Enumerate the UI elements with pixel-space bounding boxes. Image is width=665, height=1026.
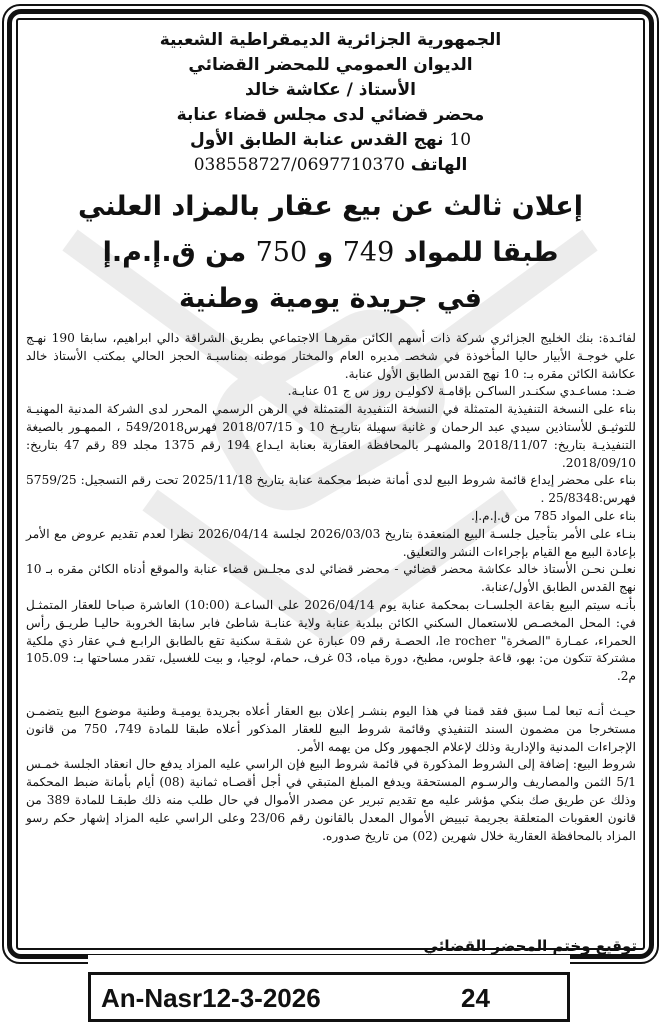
paragraph-executive-copy: بناء على النسخة التنفيذية المتمثلة في النسخة التنفيدية المتمثلة في الرهن الرسمي المحرر لدى الشركة المدنية المهنيـة للتوثيـق للأستاذين سيدي عبد الرحمان و غانية سهيلة بتاريـخ 10 و 2018/07/15 فهرس549/2018 ، الممهـور بالصيغة التنفيذيـة بتاريخ: 2018/11/07 والمشهـر بالمحافظة العقارية بعنابة ايـداع 194 رقم 1375 مجلد 89 رقم 47 بتاريخ: 2018/09/10.	[26, 402, 636, 470]
title-and: و	[316, 237, 334, 268]
address-line	[24, 128, 637, 153]
title-code-ref: من ق.إ.م.إ	[102, 237, 247, 268]
phone-label: الهاتف	[410, 155, 468, 175]
paragraph-publication: حيـث أنـه تبعا لمـا سبق فقد قمنا في هذا اليوم بنشـر إعلان بيع العقار أعلاه بجريدة يوميـة وطنية موضوع البيع يتضمـن مستخرجا من مضمون السند التنفيذي وقائمة شروط البيع للعقار المذكور أعلاه طبقا للمادة 749، 750 من قانون الإجراءات المدنية والإدارية وذلك لإعلام الجمهور وكل من يهمه الأمر.	[26, 703, 637, 754]
republic-title: الجمهورية الجزائرية الديمقراطية الشعبية	[159, 30, 502, 50]
signature-line: توقيع وختم المحضر القضائي	[423, 937, 637, 955]
paragraph-conditions-deposit: بناء على محضر إيداع قائمة شروط البيع لدى أمانة ضبط محكمة عنابة بتاريخ 2025/11/18 تحت رقم التسجيل: 5759/25 فهرس:25/8348 .	[26, 473, 636, 506]
notice-title-line2	[24, 230, 637, 276]
paragraph-beneficiary: لفائـدة: بنك الخليج الجزائري شركة ذات أسهم الكائن مقرهـا الاجتماعي بطريق الشراقة دالي ابراهيم، سابقا 190 نهـج علي خوجـة الأبيار حاليا المأخوذة في شخصـ مديره العام والمختار موطنه بمناسبـة الحجز الحالي بمكتب الأستاذ خالد عكاشة الكائن مقره بـ: 10 نهج القدس الطابق الأول عنابة.	[26, 331, 637, 381]
court-title: محضر قضائي لدى مجلس قضاء عنابة	[176, 105, 485, 125]
paragraph-sale-conditions: شروط البيع: إضافة إلى الشروط المذكورة في قائمة شروط البيع فإن الراسي عليه المزاد يدفع حال انعقاد الجلسة خمـس 5/1 الثمن والمصاريف والرسـوم المستحقة ويدفع المبلغ المتبقي في أجل أقصـاه ثمانية (08) أيام بأمانة ضبط المحكمة وذلك عن طريق صك بنكي مؤشر عليه مع تقديم تبرير عن مصدر الأموال في حال طلب منه ذلك طبقـا للمادة 389 من قانون العقوبات المتعلقة بجريمة تبييض الأموال المعدل بالقانون رقم 23/06 وعلى الراسي عليه المزاد إشهار حكم رسو المزاد بالمحافظة العقارية خلال شهرين (02) من تاريخ صدوره.	[26, 757, 636, 843]
office-title: الديوان العمومي للمحضر القضائي	[188, 55, 473, 75]
title-article-749: 749	[342, 237, 395, 268]
page-number: 24	[461, 983, 490, 1013]
footer-box	[88, 972, 570, 1022]
notice-header	[24, 28, 637, 322]
notice-title-line1: إعلان ثالث عن بيع عقار بالمزاد العلني	[78, 191, 583, 222]
paragraph-against: ضـد: مساعـدي سكنـدر الساكـن بإقامـة لاكوليـن روز س ج 01 عنابـة.	[287, 384, 636, 399]
address-number: 10	[449, 130, 472, 150]
address-text: نهج القدس عنابة الطابق الأول	[189, 130, 444, 150]
paragraph-sale-details: بأنـه سيتم البيع بقاعة الجلسـات بمحكمة عنابة يوم 2026/04/14 على الساعـة (10:00) العاشرة صباحا للعقار المتمثـل في: المحل المخصـص للاستعمال السكني الكائن ببلدية عنابة ولاية عنابـة شاطئ فابر سابقا الخروبة حاليـا طريـق رأس الحمراء، عمـارة "الصخرة" le rocher، الحصـة رقم 09 عبارة عن شقـة سكنية تقع بالطابق الرابـع فـي عقار ذي ملكية مشتركة تتكون من: بهو، قاعة جلوس، مطبخ، دورة مياه، 03 غرف، حمام، لوجيا، و بيت للغسيل، تقدر مساحتها بـ: 105.09 م2.	[26, 597, 637, 684]
phone-number: 038558727/0697710370	[193, 155, 405, 175]
notice-body	[26, 330, 636, 845]
paragraph-postponement: بنـاء على الأمر بتأجيل جلسـة البيع المنعقدة بتاريخ 2026/03/03 لجلسة 2026/04/14 نظرا لعدم تقديم عروض مع الأمر بإعادة البيع مع القيام بإجراءات النشر والتعليق.	[26, 526, 636, 559]
title-article-750: 750	[255, 237, 308, 268]
paragraph-article-785: بناء على المواد 785 من ق.إ.م.إ.	[471, 508, 636, 523]
notice-title-line3: في جريدة يومية وطنية	[179, 283, 482, 314]
title-articles-label: طبقا للمواد	[403, 237, 559, 268]
bailiff-name: الأستاذ / عكاشة خالد	[245, 80, 416, 100]
phone-line	[24, 153, 637, 178]
paragraph-announcement: نعلـن نحـن الأستاذ خالد عكاشة محضر قضائي - محضر قضائي لدى مجلـس قضاء عنابة والموقع أدناه الكائن مقره بـ 10 نهج القدس الطابق الأول/عنابة.	[26, 562, 636, 595]
newspaper-date: An-Nasr12-3-2026	[101, 983, 321, 1013]
